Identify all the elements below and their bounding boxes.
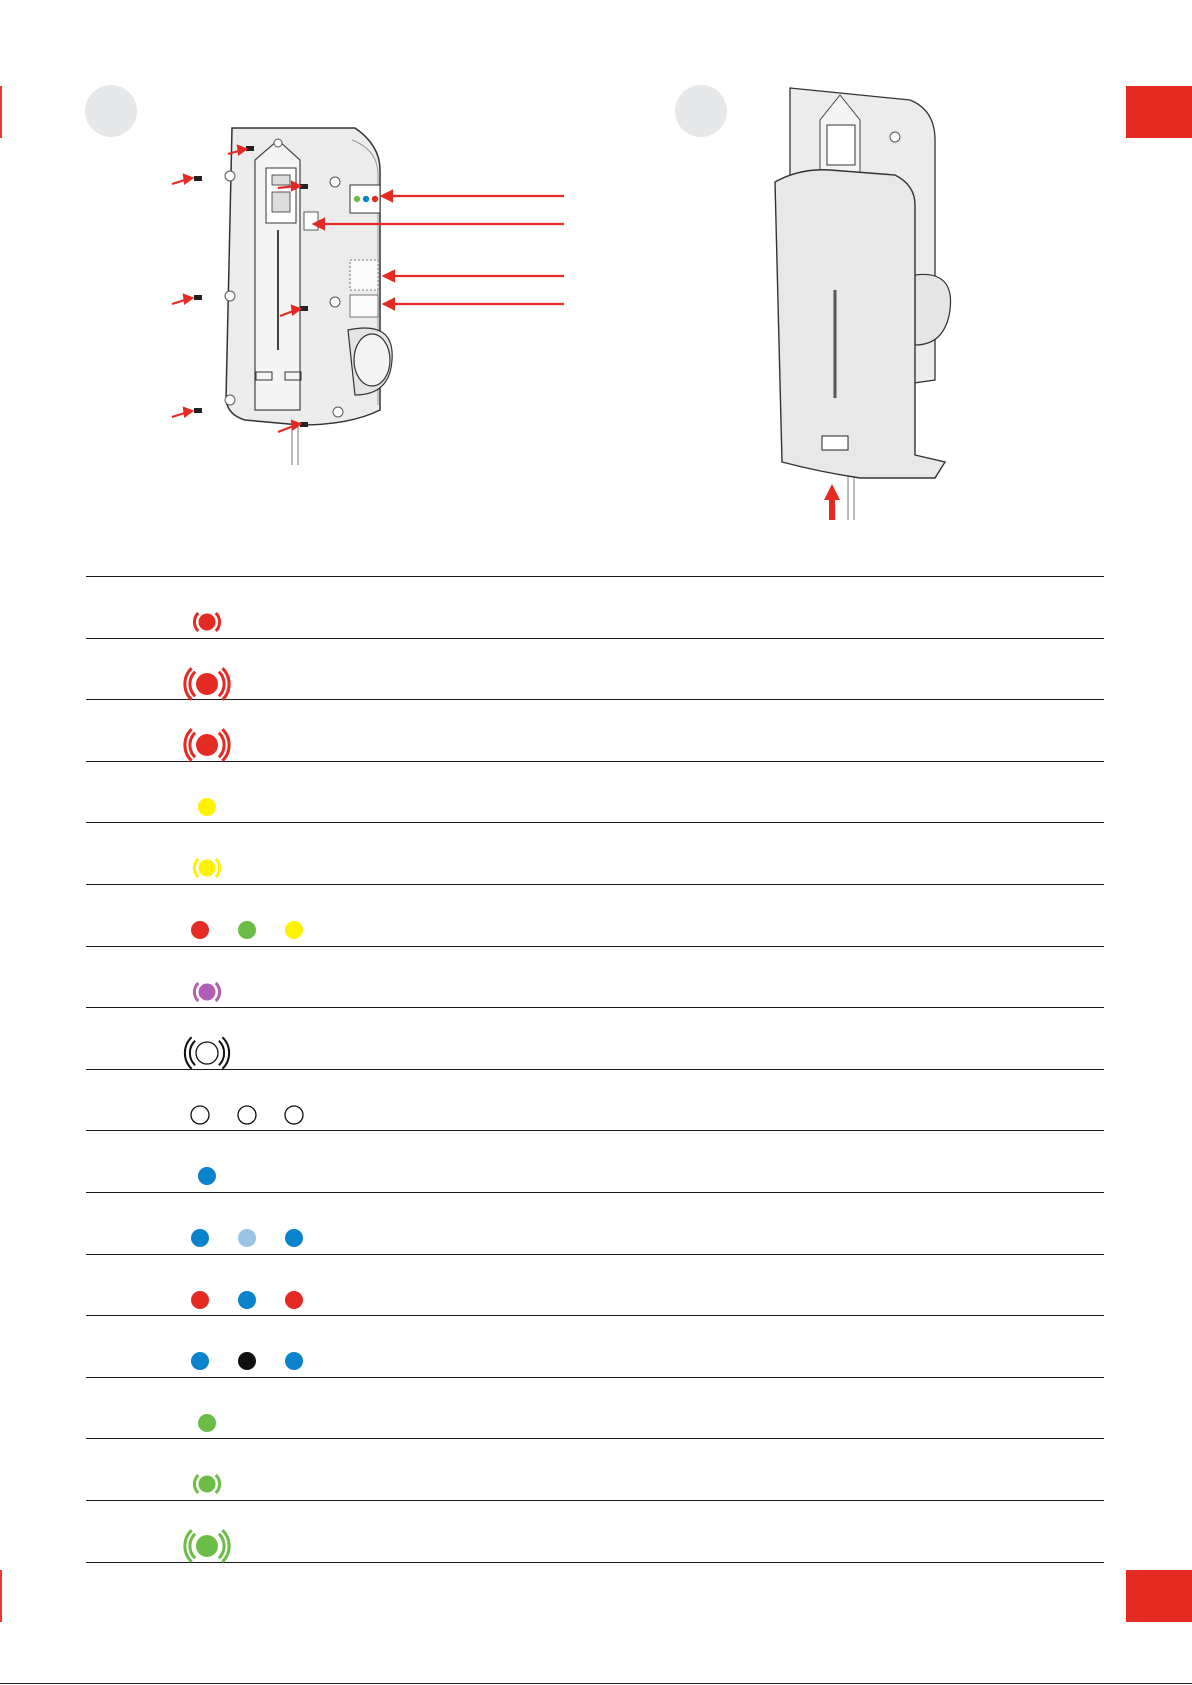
led-indicator-group <box>86 1070 386 1132</box>
red-led-blink-icon <box>194 613 219 631</box>
led-indicator-group <box>86 762 386 824</box>
led-status-row <box>86 947 1104 1009</box>
blue-led-solid-icon <box>285 1352 303 1370</box>
page-bottom-rule <box>0 1683 1192 1684</box>
led-indicator-group <box>86 1008 386 1070</box>
led-indicator-group <box>86 1316 386 1378</box>
led-indicator-group <box>86 947 386 1009</box>
red-led-solid-icon <box>191 921 209 939</box>
red-led-solid-icon <box>191 1291 209 1309</box>
green-led-solid-icon <box>238 921 256 939</box>
led-status-row <box>86 1316 1104 1378</box>
led-indicator-group <box>86 885 386 947</box>
off-led-solid-icon <box>191 1106 209 1124</box>
led-status-row <box>86 885 1104 947</box>
led-indicator-group <box>86 577 386 639</box>
led-status-row <box>86 1255 1104 1317</box>
red-led-pulse-icon <box>185 729 229 761</box>
yellow-led-blink-icon <box>194 859 219 877</box>
red-led-solid-icon <box>285 1291 303 1309</box>
led-status-row <box>86 823 1104 885</box>
black-led-solid-icon <box>238 1352 256 1370</box>
led-status-row <box>86 762 1104 824</box>
led-status-row <box>86 639 1104 701</box>
blue-led-solid-icon <box>191 1352 209 1370</box>
led-status-table <box>86 576 1104 1563</box>
led-status-row <box>86 1501 1104 1563</box>
led-status-row <box>86 1378 1104 1440</box>
yellow-led-solid-icon <box>285 921 303 939</box>
led-indicator-group <box>86 1131 386 1193</box>
led-status-row <box>86 1070 1104 1132</box>
led-indicator-group <box>86 1439 386 1501</box>
green-led-solid-icon <box>198 1414 216 1432</box>
led-status-row <box>86 1131 1104 1193</box>
blue-led-solid-icon <box>285 1229 303 1247</box>
off-led-pulse-icon <box>185 1037 229 1069</box>
led-status-row <box>86 1439 1104 1501</box>
blue-led-solid-icon <box>198 1167 216 1185</box>
page-tab-bottom <box>1126 1570 1192 1622</box>
led-indicator-group <box>86 1501 386 1563</box>
off-led-solid-icon <box>238 1106 256 1124</box>
led-status-row <box>86 577 1104 639</box>
led-indicator-group <box>86 823 386 885</box>
led-status-row <box>86 1008 1104 1070</box>
page-tab-top <box>1126 86 1192 138</box>
blue-led-solid-icon <box>238 1291 256 1309</box>
step-badge-2 <box>675 85 727 137</box>
led-status-row <box>86 700 1104 762</box>
led-indicator-group <box>86 639 386 701</box>
led-indicator-group <box>86 700 386 762</box>
wallbox-back-plate-illustration <box>150 110 580 470</box>
light_blue-led-solid-icon <box>238 1229 256 1247</box>
crop-mark-top-left <box>0 86 2 138</box>
led-indicator-group <box>86 1255 386 1317</box>
wallbox-cover-illustration <box>765 80 955 520</box>
red-led-pulse-icon <box>185 668 229 700</box>
green-led-blink-icon <box>194 1475 219 1493</box>
off-led-solid-icon <box>285 1106 303 1124</box>
purple-led-blink-icon <box>194 983 219 1001</box>
green-led-pulse-icon <box>185 1530 229 1562</box>
led-status-row <box>86 1193 1104 1255</box>
led-indicator-group <box>86 1378 386 1440</box>
led-indicator-group <box>86 1193 386 1255</box>
step-badge-1 <box>85 85 137 137</box>
crop-mark-bottom-left <box>0 1570 2 1622</box>
yellow-led-solid-icon <box>198 798 216 816</box>
blue-led-solid-icon <box>191 1229 209 1247</box>
